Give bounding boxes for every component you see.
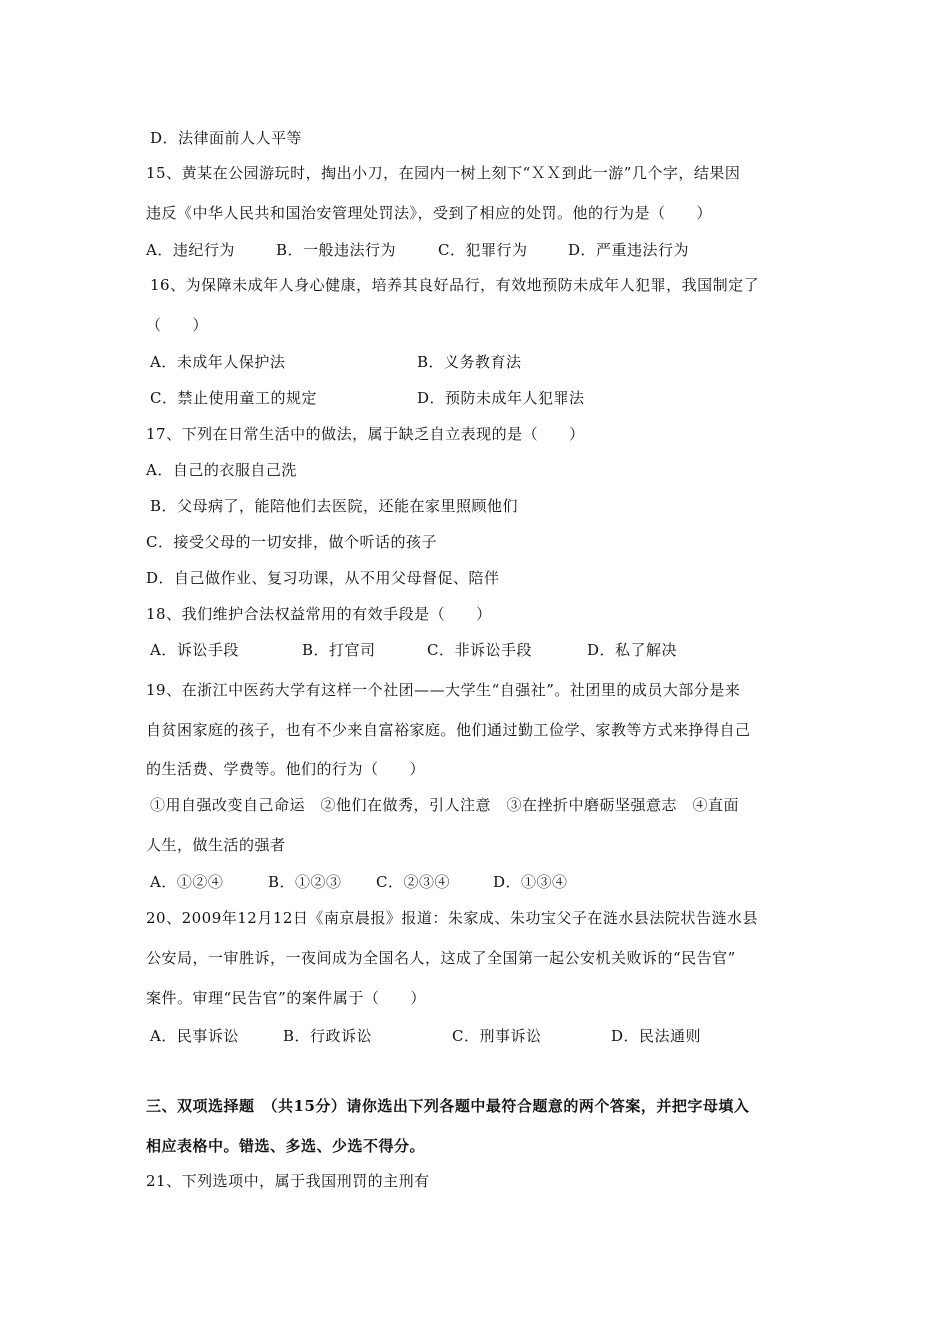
q15-stem-line1: 15、黄某在公园游玩时，掏出小刀，在园内一树上刻下“ＸＸ到此一游”几个字，结果因 — [146, 164, 741, 182]
q19-option-a: A．①②④ — [150, 873, 224, 891]
q19-statements-line2: 人生，做生活的强者 — [146, 836, 286, 854]
q20-option-b: B．行政诉讼 — [283, 1027, 373, 1045]
q18-option-c: C．非诉讼手段 — [427, 641, 532, 659]
q16-option-b: B．义务教育法 — [417, 353, 522, 371]
q16-options-row1 — [150, 352, 850, 372]
section3-heading-line1: 三、双项选择题 （共15分）请你选出下列各题中最符合题意的两个答案，并把字母填入 — [146, 1097, 750, 1115]
q19-stem-line1: 19、在浙江中医药大学有这样一个社团——大学生“自强社”。社团里的成员大部分是来 — [146, 681, 741, 699]
q18-option-a: A．诉讼手段 — [150, 641, 239, 659]
q19-options — [150, 872, 850, 892]
q16-stem-line2: （ ） — [146, 316, 209, 334]
q17-stem: 17、下列在日常生活中的做法，属于缺乏自立表现的是（ ） — [146, 425, 585, 443]
q20-option-d: D．民法通则 — [611, 1027, 702, 1045]
q16-options-row2 — [150, 388, 850, 408]
q19-option-b: B．①②③ — [268, 873, 342, 891]
q18-options — [150, 640, 850, 660]
q20-stem-line3: 案件。审理“民告官”的案件属于（ ） — [146, 989, 426, 1007]
q19-stem-line2: 自贫困家庭的孩子，也有不少来自富裕家庭。他们通过勤工俭学、家教等方式来挣得自己 — [146, 721, 751, 739]
q18-stem: 18、我们维护合法权益常用的有效手段是（ ） — [146, 605, 492, 623]
q15-options — [146, 240, 846, 260]
q17-option-c: C．接受父母的一切安排，做个听话的孩子 — [146, 533, 437, 551]
q21-stem: 21、下列选项中，属于我国刑罚的主刑有 — [146, 1172, 430, 1190]
q19-stem-line3: 的生活费、学费等。他们的行为（ ） — [146, 760, 426, 778]
q20-option-a: A．民事诉讼 — [150, 1027, 239, 1045]
q16-option-c: C．禁止使用童工的规定 — [150, 389, 317, 407]
q18-option-b: B．打官司 — [302, 641, 376, 659]
q16-stem-line1: 16、为保障未成年人身心健康，培养其良好品行，有效地预防未成年人犯罪，我国制定了 — [150, 276, 760, 294]
q17-option-d: D．自己做作业、复习功课，从不用父母督促、陪伴 — [146, 569, 500, 587]
q14-option-d: D．法律面前人人平等 — [150, 129, 303, 147]
q20-option-c: C．刑事诉讼 — [452, 1027, 542, 1045]
q15-stem-line2: 违反《中华人民共和国治安管理处罚法》，受到了相应的处罚。他的行为是（ ） — [146, 204, 713, 222]
q19-option-d: D．①③④ — [493, 873, 568, 891]
q19-option-c: C．②③④ — [376, 873, 450, 891]
q20-options — [150, 1026, 850, 1046]
q16-option-a: A．未成年人保护法 — [150, 353, 286, 371]
q20-stem-line1: 20、2009年12月12日《南京晨报》报道：朱家成、朱功宝父子在涟水县法院状告涟水县 — [146, 909, 758, 927]
q20-stem-line2: 公安局，一审胜诉，一夜间成为全国名人，这成了全国第一起公安机关败诉的“民告官” — [146, 949, 736, 967]
q16-option-d: D．预防未成年人犯罪法 — [417, 389, 585, 407]
section3-heading-line2: 相应表格中。错选、多选、少选不得分。 — [146, 1137, 426, 1155]
q15-option-b: B．一般违法行为 — [276, 241, 397, 259]
q17-option-b: B．父母病了，能陪他们去医院，还能在家里照顾他们 — [150, 497, 519, 515]
q15-option-d: D．严重违法行为 — [568, 241, 690, 259]
q17-option-a: A．自己的衣服自己洗 — [146, 461, 297, 479]
q15-option-a: A．违纪行为 — [146, 241, 235, 259]
q18-option-d: D．私了解决 — [587, 641, 678, 659]
q19-statements-line1: ①用自强改变自己命运 ②他们在做秀，引人注意 ③在挫折中磨砺坚强意志 ④直面 — [150, 796, 740, 814]
q15-option-c: C．犯罪行为 — [438, 241, 528, 259]
